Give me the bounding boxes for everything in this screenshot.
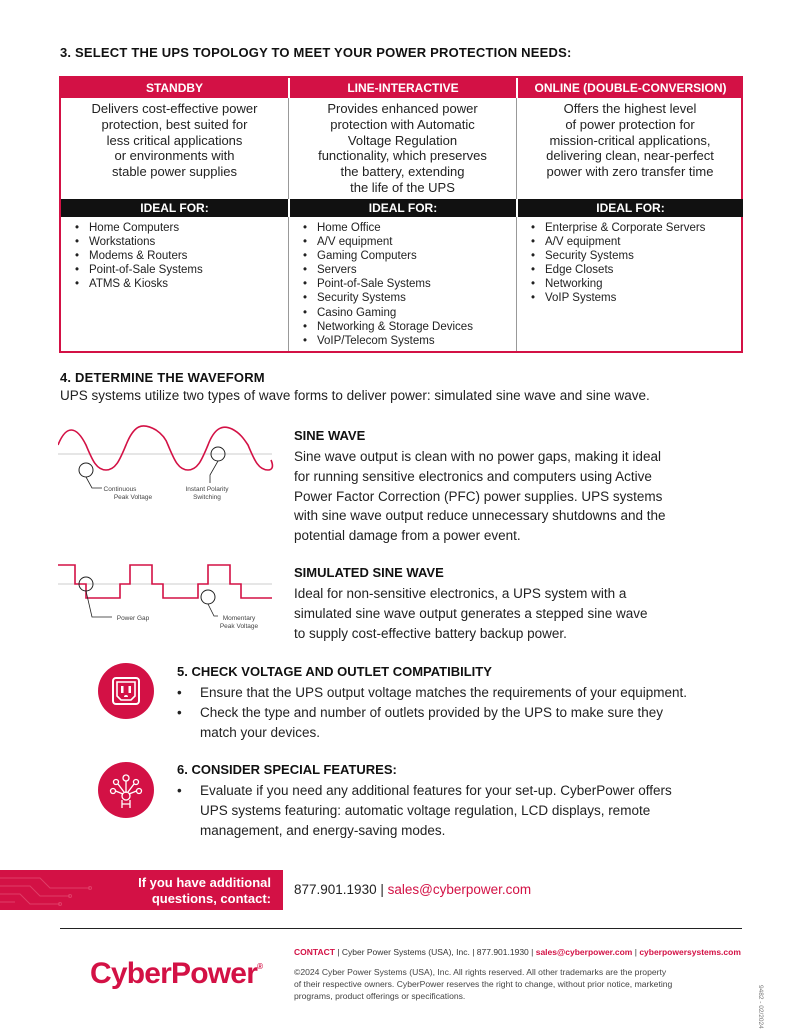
bullet-line: match your devices. [200, 724, 321, 740]
body-line: potential damage from a power event. [294, 528, 521, 544]
list-item [177, 683, 687, 703]
col-header-standby: STANDBY [61, 78, 288, 98]
footer-website-link[interactable]: cyberpowersystems.com [639, 947, 741, 957]
list-item [177, 781, 672, 840]
desc-line: protection, best suited for [101, 116, 248, 132]
desc-line: mission-critical applications, [549, 132, 711, 148]
voltage-bullets [177, 683, 687, 742]
desc-line: Delivers cost-effective power [91, 101, 258, 116]
desc-line: delivering clean, near-perfect [546, 148, 714, 164]
contact-banner [0, 870, 283, 910]
features-bullets [177, 781, 672, 840]
cyberpower-logo [90, 957, 262, 991]
desc-line: Voltage Regulation [347, 132, 458, 148]
label-instant-polarity: Instant Polarity [185, 486, 229, 493]
bullet-line: UPS systems featuring: automatic voltage regulation, LCD displays, remote [200, 802, 651, 818]
footer-contact-line [294, 947, 741, 957]
list-item: • Modems & Routers [75, 249, 288, 263]
label-peak-voltage: Peak Voltage [219, 623, 259, 630]
desc-line: or environments with [114, 148, 235, 164]
desc-line: stable power supplies [111, 164, 238, 180]
list-item: • ATMS & Kiosks [75, 277, 288, 291]
logo-text: CyberPower [90, 957, 258, 990]
voltage-compatibility-section [177, 664, 687, 742]
desc-line: of power protection for [565, 116, 695, 132]
label-momentary: Momentary [222, 615, 256, 622]
list-item: • Home Office [303, 221, 516, 235]
document-number: 9482 - 02/2024 [757, 985, 764, 1029]
body-line: to supply cost-effective battery backup power. [294, 625, 567, 641]
special-features-section [177, 762, 672, 840]
ideal-for-online: IDEAL FOR: [516, 199, 743, 217]
desc-standby [61, 98, 288, 199]
contact-separator: | [376, 882, 388, 897]
list-item: • A/V equipment [531, 235, 743, 249]
list-item: • Gaming Computers [303, 249, 516, 263]
desc-line: Provides enhanced power [327, 101, 478, 116]
contact-phone[interactable]: 877.901.1930 [294, 882, 377, 897]
list-item: • Networking [531, 277, 743, 291]
simulated-sine-text [294, 565, 647, 643]
footer-legal [294, 966, 672, 1002]
body-line: for running sensitive electronics and computers using Active [294, 468, 652, 484]
desc-line: the battery, extending [340, 164, 465, 180]
waveform-intro: UPS systems utilize two types of wave forms to deliver power: simulated sine wave and sine wave. [60, 388, 650, 403]
list-item: • Point-of-Sale Systems [303, 277, 516, 291]
body-line: Ideal for non-sensitive electronics, a UPS system with a [294, 586, 627, 601]
features-network-icon [98, 762, 154, 818]
sine-wave-text [294, 428, 665, 546]
ideal-list-line-interactive [288, 217, 516, 351]
simulated-sine-diagram [58, 560, 278, 635]
logo-registered-mark: ® [257, 962, 263, 971]
callout-line [208, 604, 218, 616]
simulated-sine-body [294, 584, 647, 643]
sine-wave-curve [58, 426, 272, 470]
list-item [177, 703, 687, 743]
list-item: • Enterprise & Corporate Servers [531, 221, 743, 235]
list-item: • Servers [303, 263, 516, 277]
list-item: • Edge Closets [531, 263, 743, 277]
contact-prompt [138, 875, 271, 906]
ideal-list-online [516, 217, 743, 351]
body-line: with sine wave output reduce unnecessary shutdowns and the [294, 508, 666, 524]
callout-line [86, 591, 112, 617]
simulated-sine-heading: SIMULATED SINE WAVE [294, 565, 444, 580]
legal-line: of their respective owners. CyberPower reserves the right to change, without prior notice, marketing [294, 979, 673, 989]
callout-line [210, 461, 218, 483]
body-line: Power Factor Correction (PFC) power supplies. UPS systems [294, 488, 663, 504]
contact-email-link[interactable]: sales@cyberpower.com [387, 882, 532, 897]
list-item: • VoIP Systems [531, 291, 743, 305]
desc-line: less critical applications [106, 132, 243, 148]
desc-line: the life of the UPS [350, 179, 455, 195]
list-item: • A/V equipment [303, 235, 516, 249]
bullet-line: • Ensure that the UPS output voltage matches the requirements of your equipment. [200, 685, 688, 700]
desc-line: Offers the highest level [563, 101, 697, 116]
body-line: Sine wave output is clean with no power gaps, making it ideal [294, 449, 661, 464]
callout-line [86, 477, 102, 488]
desc-line: protection with Automatic [330, 116, 475, 132]
list-item: • Networking & Storage Devices [303, 320, 516, 334]
label-switching: Switching [193, 494, 221, 501]
section-title-waveform: 4. DETERMINE THE WAVEFORM [60, 370, 265, 385]
footer-email-link[interactable]: sales@cyberpower.com [535, 947, 633, 957]
section-title-features: 6. CONSIDER SPECIAL FEATURES: [177, 762, 397, 777]
sine-wave-body [294, 447, 665, 546]
list-item: • Home Computers [75, 221, 288, 235]
desc-line: functionality, which preserves [318, 148, 487, 164]
bullet-line: • Evaluate if you need any additional features for your set-up. CyberPower offers [200, 783, 672, 798]
contact-prompt-line: If you have additional [138, 875, 271, 890]
legal-line: ©2024 Cyber Power Systems (USA), Inc. All rights reserved. All other trademarks are the property [294, 967, 667, 977]
ideal-list-standby [61, 217, 288, 351]
body-line: simulated sine wave output generates a stepped sine wave [294, 605, 648, 621]
sine-wave-diagram [58, 425, 278, 505]
momentary-peak-marker [201, 590, 215, 604]
outlet-icon [98, 663, 154, 719]
desc-online [516, 98, 743, 199]
sine-wave-heading: SINE WAVE [294, 428, 366, 443]
list-item: • Security Systems [303, 291, 516, 305]
footer-divider [60, 928, 742, 929]
col-header-online: ONLINE (DOUBLE-CONVERSION) [516, 78, 743, 98]
bullet-line: management, and energy-saving modes. [200, 822, 446, 838]
section-title-voltage: 5. CHECK VOLTAGE AND OUTLET COMPATIBILITY [177, 664, 492, 679]
footer-separator: | [632, 947, 640, 957]
footer-contact-label: CONTACT [294, 947, 335, 957]
desc-line: power with zero transfer time [546, 164, 714, 180]
simulated-wave-line [58, 565, 272, 598]
desc-line-interactive [288, 98, 516, 199]
ideal-for-line-interactive: IDEAL FOR: [288, 199, 516, 217]
contact-prompt-line: questions, contact: [151, 890, 271, 906]
list-item: • Point-of-Sale Systems [75, 263, 288, 277]
list-item: • Security Systems [531, 249, 743, 263]
contact-details [294, 882, 531, 897]
section-title-topology: 3. SELECT THE UPS TOPOLOGY TO MEET YOUR POWER PROTECTION NEEDS: [60, 45, 572, 60]
label-power-gap: Power Gap [116, 615, 150, 622]
bullet-line: • Check the type and number of outlets provided by the UPS to make sure they [200, 704, 664, 720]
list-item: • Workstations [75, 235, 288, 249]
label-peak-voltage: Peak Voltage [113, 494, 153, 501]
label-continuous: Continuous [103, 486, 137, 493]
topology-table [59, 76, 743, 353]
footer-company: | Cyber Power Systems (USA), Inc. | 877.901.1930 | [334, 947, 536, 957]
ideal-for-standby: IDEAL FOR: [61, 199, 288, 217]
legal-line: programs, product offerings or specifications. [294, 991, 466, 1001]
list-item: • Casino Gaming [303, 306, 516, 320]
list-item: • VoIP/Telecom Systems [303, 334, 516, 348]
peak-voltage-marker [79, 463, 93, 477]
col-header-line-interactive: LINE-INTERACTIVE [288, 78, 516, 98]
